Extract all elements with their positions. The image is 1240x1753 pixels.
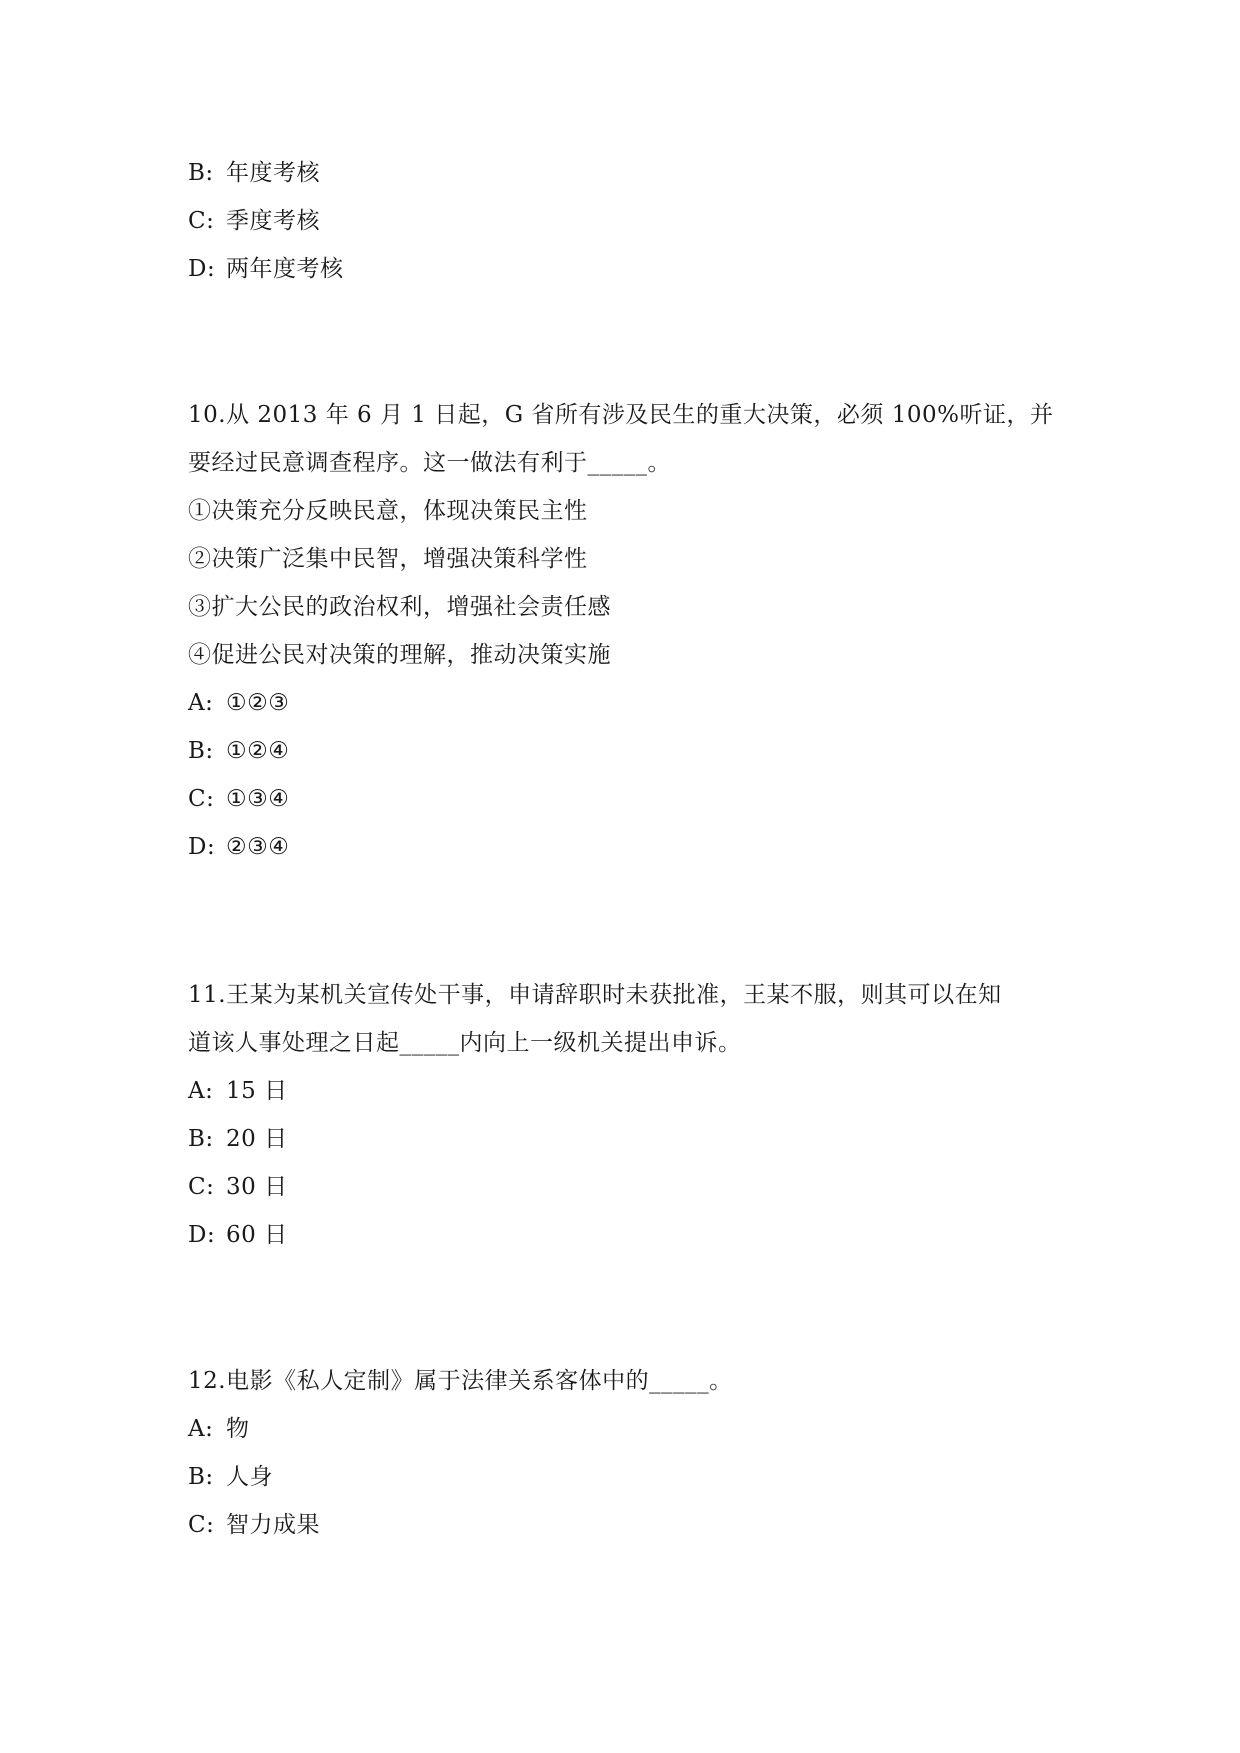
option-text: ②③④	[226, 834, 290, 860]
option-letter: B:	[188, 160, 214, 186]
option-text: 季度考核	[226, 208, 320, 234]
option-d	[188, 254, 344, 284]
question-11-stem-line-1: 11.王某为某机关宣传处干事，申请辞职时未获批准，王某不服，则其可以在知	[188, 982, 1002, 1008]
option-letter: D:	[188, 256, 216, 282]
option-letter: D:	[188, 834, 216, 860]
option-letter: B:	[188, 1464, 214, 1490]
option-text: 智力成果	[226, 1512, 320, 1538]
option-c	[188, 1510, 320, 1540]
option-letter: A:	[188, 690, 214, 716]
option-text: 人身	[226, 1464, 273, 1490]
option-a	[188, 1414, 250, 1444]
option-letter: D:	[188, 1222, 216, 1248]
option-text: ①③④	[226, 786, 290, 812]
option-letter: B:	[188, 738, 214, 764]
question-10-stem-line-1: 10.从 2013 年 6 月 1 日起，G 省所有涉及民生的重大决策，必须 100%听证，并	[188, 402, 1054, 428]
option-text: 20 日	[226, 1126, 288, 1152]
option-text: 物	[226, 1416, 250, 1442]
option-letter: C:	[188, 786, 215, 812]
statement-1: ①决策充分反映民意，体现决策民主性	[188, 498, 588, 524]
option-letter: C:	[188, 208, 215, 234]
option-text: 两年度考核	[226, 256, 344, 282]
question-12-stem: 12.电影《私人定制》属于法律关系客体中的_____。	[188, 1368, 733, 1394]
option-text: 60 日	[226, 1222, 288, 1248]
option-letter: C:	[188, 1174, 215, 1200]
question-10-stem-line-2: 要经过民意调查程序。这一做法有利于_____。	[188, 450, 671, 476]
option-text: ①②④	[226, 738, 290, 764]
option-text: 15 日	[226, 1078, 288, 1104]
option-d	[188, 1220, 288, 1250]
option-c	[188, 784, 289, 814]
option-d	[188, 832, 289, 862]
option-text: 30 日	[226, 1174, 288, 1200]
option-c	[188, 1172, 288, 1202]
statement-2: ②决策广泛集中民智，增强决策科学性	[188, 546, 588, 572]
option-b	[188, 1124, 288, 1154]
option-a	[188, 688, 289, 718]
option-letter: B:	[188, 1126, 214, 1152]
option-a	[188, 1076, 288, 1106]
option-letter: A:	[188, 1078, 214, 1104]
statement-3: ③扩大公民的政治权利，增强社会责任感	[188, 594, 611, 620]
question-11-stem-line-2: 道该人事处理之日起_____内向上一级机关提出申诉。	[188, 1030, 742, 1056]
option-b	[188, 158, 320, 188]
statement-4: ④促进公民对决策的理解，推动决策实施	[188, 642, 611, 668]
option-letter: C:	[188, 1512, 215, 1538]
option-letter: A:	[188, 1416, 214, 1442]
option-text: 年度考核	[226, 160, 320, 186]
option-c	[188, 206, 320, 236]
option-b	[188, 736, 289, 766]
option-b	[188, 1462, 273, 1492]
option-text: ①②③	[226, 690, 290, 716]
